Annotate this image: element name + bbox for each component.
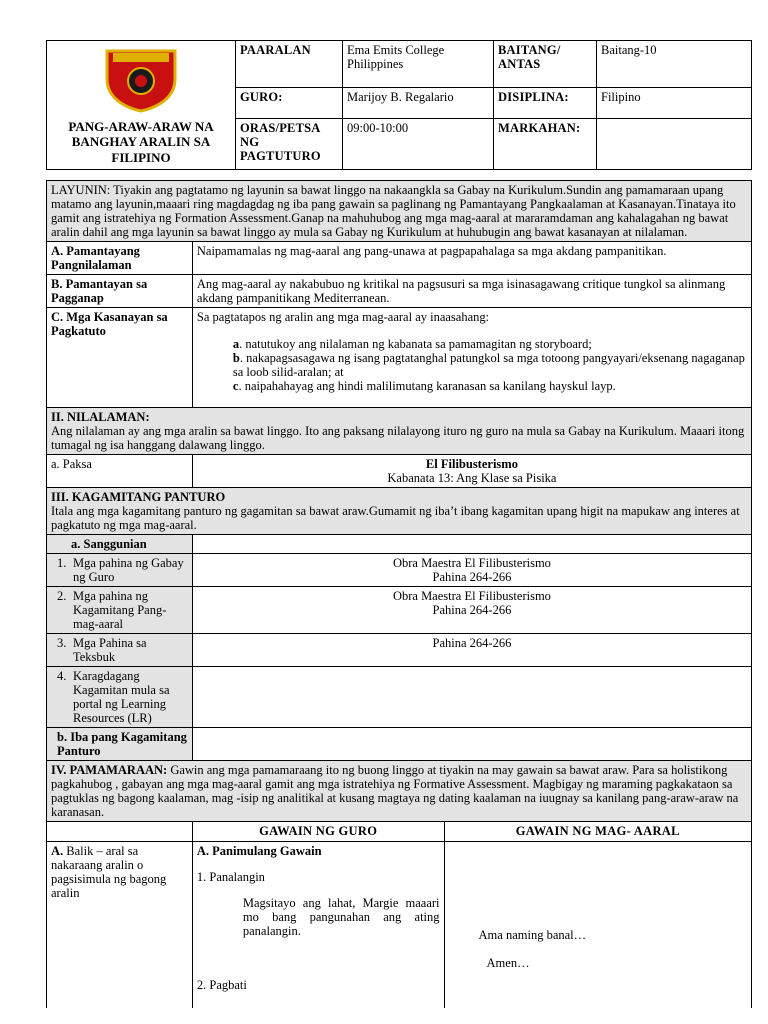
paksa-subtitle: Kabanata 13: Ang Klase sa Pisika: [387, 471, 557, 485]
gawain-header-empty: [47, 822, 193, 842]
sanggunian-row-label: 2. Mga pahina ng Kagamitang Pang-mag-aaral: [47, 587, 193, 634]
paksa-label: a. Paksa: [47, 455, 193, 488]
disiplina-label: DISIPLINA:: [494, 87, 597, 118]
pamantayang-pangnilalaman-value: Naipamamalas ng mag-aaral ang pang-unawa at pagpapahalaga sa mga akdang pampanitikan.: [192, 242, 751, 275]
sanggunian-row-label: 4. Karagdagang Kagamitan mula sa portal ng Learning Resources (LR): [47, 667, 193, 728]
oras-label: ORAS/PETSA NG PAGTUTURO: [236, 119, 343, 170]
paksa-title: El Filibusterismo: [425, 457, 518, 471]
kagamitan-section: [47, 488, 752, 535]
kasanayan-item: b. nakapagsasagawa ng isang pagtatanghal patungkol sa mga totoong pangyayari/eksenang nagaganap sa loob silid-aralan; at: [232, 351, 745, 379]
student-amen-line: Amen…: [486, 956, 530, 970]
kasanayan-cell: [192, 308, 751, 408]
sanggunian-row-value: [192, 667, 751, 728]
iba-pang-kagamitan-value: [192, 728, 751, 761]
guro-panalangin-instruction: Magsitayo ang lahat, Margie maaari mo bang pangunahan ang ating panalangin.: [242, 896, 440, 938]
sanggunian-label: a. Sanggunian: [47, 535, 193, 554]
kasanayan-item: c. naipahahayag ang hindi malilimutang karanasan sa kanilang hayskul layp.: [232, 379, 616, 393]
kasanayan-intro: Sa pagtatapos ng aralin ang mga mag-aaral ay inaasahang:: [196, 310, 490, 324]
sanggunian-row-value: Obra Maestra El Filibusterismo Pahina 264-266: [192, 554, 751, 587]
sanggunian-row-label: 1. Mga pahina ng Gabay ng Guro: [47, 554, 193, 587]
pamamaraan-text: Gawin ang mga pamamaraang ito ng buong linggo at tiyakin na may gawain sa bawat araw. Para sa holistikong pagkahubog , gabayan ang mga mag-aaral gamit ang mga istratehiya ng Formative Assessment. Magbigay ng maraming pagkakataon sa pagtuklas ng bagong kaalaman, mag -isip ng analitikal at kusang magtaya ng dating kaalaman na iuugnay sa kanilang pang-araw-araw na karanasan.: [51, 763, 739, 819]
kasanayan-item: a. natutukoy ang nilalaman ng kabanata sa pamamagitan ng storyboard;: [232, 337, 592, 351]
panimulang-gawain: A. Panimulang Gawain: [196, 844, 322, 858]
pamantayang-pangnilalaman-label: A. Pamantayang Pangnilalaman: [47, 242, 193, 275]
pamantayan-pagganap-label: B. Pamantayan sa Pagganap: [47, 275, 193, 308]
document-title: PANG-ARAW-ARAW NA BANGHAY ARALIN SA FILIPINO: [68, 119, 214, 165]
iba-pang-kagamitan-label: b. Iba pang Kagamitang Panturo: [47, 728, 193, 761]
sanggunian-row-value: Obra Maestra El Filibusterismo Pahina 264-266: [192, 587, 751, 634]
nilalaman-section: [47, 408, 752, 455]
gawain-guro-cell: [192, 842, 444, 1008]
gawain-mag-aaral-cell: [444, 842, 751, 1008]
paaralan-label: PAARALAN: [236, 41, 343, 88]
baitang-value: Baitang-10: [597, 41, 752, 88]
balik-aral-label: A. Balik – aral sa nakaraang aralin o pagsisimula ng bagong aralin: [47, 842, 193, 1008]
nilalaman-heading: II. NILALAMAN:: [51, 410, 150, 424]
disiplina-value: Filipino: [597, 87, 752, 118]
sanggunian-row-label: 3. Mga Pahina sa Teksbuk: [47, 634, 193, 667]
student-prayer-line: Ama naming banal…: [478, 928, 587, 942]
baitang-label: BAITANG/ ANTAS: [494, 41, 597, 88]
school-logo: [101, 45, 181, 113]
header-table: [46, 40, 752, 170]
pamamaraan-heading: IV. PAMAMARAAN:: [51, 763, 168, 777]
lesson-plan-table: [46, 180, 752, 1008]
guro-label: GURO:: [236, 87, 343, 118]
markahan-value: [597, 119, 752, 170]
panalangin-item: 1. Panalangin: [196, 870, 265, 884]
kagamitan-heading: III. KAGAMITANG PANTURO: [51, 490, 226, 504]
oras-value: 09:00-10:00: [343, 119, 494, 170]
guro-value: Marijoy B. Regalario: [343, 87, 494, 118]
logo-title-cell: [47, 41, 236, 170]
kasanayan-label: C. Mga Kasanayan sa Pagkatuto: [47, 308, 193, 408]
layunin-text: LAYUNIN: Tiyakin ang pagtatamo ng layunin sa bawat linggo na nakaangkla sa Gabay na Kurikulum.Sundin ang pamamaraan upang matamo ang layunin,maaari ring magdagdag ng iba pang gawain sa paglinang ng Pamantayang Pangkaalaman at Kasanayan.Tinataya ito gamit ang istratehiya ng Formation Assessment.Ganap na mahuhubog ang mga mag-aaral at mararamdaman ang kahalagahan ng bawat aralin dahil ang mga layunin sa bawat linggo ay mula sa Gabay ng Kurikulum at huhubugin ang bawat kasanayan at nilalaman.: [47, 181, 752, 242]
nilalaman-text: Ang nilalaman ay ang mga aralin sa bawat linggo. Ito ang paksang nilalayong ituro ng guro na mula sa Gabay na Kurikulum. Maaari itong tumagal ng isa hanggang dalawang linggo.: [51, 424, 745, 452]
pamantayan-pagganap-value: Ang mag-aaral ay nakabubuo ng kritikal na pagsusuri sa mga isinasagawang critique tungkol sa alinmang akdang pampanitikang Mediterranean.: [192, 275, 751, 308]
pagbati-item: 2. Pagbati: [196, 978, 247, 992]
pamamaraan-section: [47, 761, 752, 822]
markahan-label: MARKAHAN:: [494, 119, 597, 170]
sanggunian-row-value: Pahina 264-266: [192, 634, 751, 667]
sanggunian-empty: [192, 535, 751, 554]
paksa-cell: [192, 455, 751, 488]
gawain-ng-mag-aaral-header: GAWAIN NG MAG- AARAL: [444, 822, 751, 842]
gawain-ng-guro-header: GAWAIN NG GURO: [192, 822, 444, 842]
paaralan-value: Ema Emits College Philippines: [343, 41, 494, 88]
kagamitan-text: Itala ang mga kagamitang panturo ng gagamitan sa bawat araw.Gumamit ng iba’t ibang kagamitan upang higit na mapukaw ang interes at pagkatuto ng mga mag-aaral.: [51, 504, 740, 532]
